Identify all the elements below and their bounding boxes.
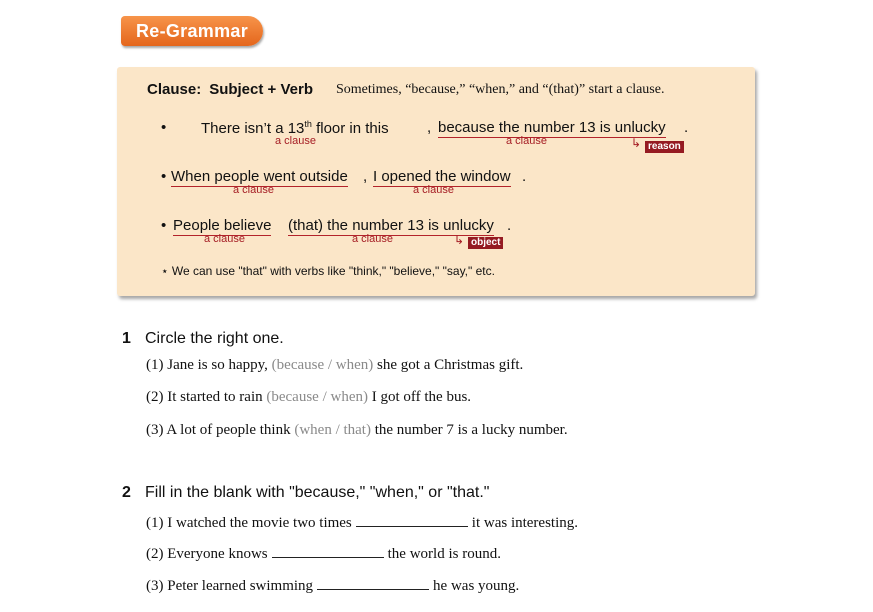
arrow-icon: ↳: [454, 233, 465, 247]
reason-tag: reason: [645, 141, 684, 153]
example2-end: .: [522, 168, 527, 185]
section2-item: [146, 575, 519, 595]
example1-label2: a clause: [506, 135, 547, 147]
example2-comma: ,: [363, 168, 368, 185]
example1-clause1-text: There isn’t a 13: [201, 120, 305, 137]
heading-formula: Subject + Verb: [209, 81, 313, 98]
example2-label1: a clause: [233, 184, 274, 196]
example1-label1: a clause: [275, 135, 316, 147]
section1-item: [146, 357, 523, 374]
choice-options[interactable]: (because / when): [271, 357, 374, 373]
item-text: (2) It started to rain: [146, 389, 267, 405]
section-title-tab: Re-Grammar: [121, 16, 263, 46]
answer-blank[interactable]: [356, 512, 468, 527]
example1-comma: ,: [427, 119, 432, 136]
choice-options[interactable]: (because / when): [266, 389, 368, 405]
item-text: (3) Peter learned swimming: [146, 578, 314, 594]
example3-label1: a clause: [204, 233, 245, 245]
example3-label2: a clause: [352, 233, 393, 245]
choice-options[interactable]: (when / that): [294, 422, 371, 438]
example1-end: .: [684, 119, 689, 136]
section1-number: 1: [122, 330, 131, 347]
example2-clause1: When people went outside: [171, 168, 348, 185]
grammar-box: [117, 67, 755, 296]
grammar-heading: [147, 81, 313, 98]
bullet: •: [161, 217, 167, 234]
item-text: she got a Christmas gift.: [373, 357, 524, 373]
section2-number: 2: [122, 484, 131, 501]
section2-title: Fill in the blank with "because," "when," or "that.": [145, 484, 490, 501]
section1-item: [146, 422, 568, 439]
example1-clause1-rest: floor in this: [311, 120, 389, 137]
example3-clause1: People believe: [173, 217, 272, 234]
bullet: •: [161, 168, 167, 185]
item-text: (1) Jane is so happy,: [146, 357, 272, 373]
item-text: it was interesting.: [471, 515, 579, 531]
section2-item: [146, 543, 501, 563]
item-text: he was young.: [433, 578, 520, 594]
bullet: •: [161, 119, 167, 136]
answer-blank[interactable]: [272, 543, 384, 558]
item-text: (3) A lot of people think: [146, 422, 295, 438]
item-text: (1) I watched the movie two times: [146, 515, 352, 531]
item-text: the number 7 is a lucky number.: [370, 422, 568, 438]
item-text: the world is round.: [387, 546, 501, 562]
section1-title: Circle the right one.: [145, 330, 284, 347]
example2-clause2: I opened the window: [373, 168, 511, 185]
example3-end: .: [507, 217, 512, 234]
answer-blank[interactable]: [317, 575, 429, 590]
example1-clause2: because the number 13 is unlucky: [438, 119, 666, 136]
example2-label2: a clause: [413, 184, 454, 196]
arrow-icon: ↳: [631, 136, 642, 150]
section2-item: [146, 512, 578, 532]
item-text: I got off the bus.: [368, 389, 472, 405]
grammar-note: Sometimes, “because,” “when,” and “(that)” start a clause.: [336, 82, 665, 97]
grammar-footnote: ⋆ We can use "that" with verbs like "think," "believe," "say," etc.: [161, 264, 495, 278]
heading-clause: Clause:: [147, 81, 202, 98]
section1-item: [146, 389, 471, 406]
object-tag: object: [468, 237, 503, 249]
example3-clause2: (that) the number 13 is unlucky: [288, 217, 494, 234]
example1-superscript: th: [304, 119, 312, 129]
item-text: (2) Everyone knows: [146, 546, 268, 562]
